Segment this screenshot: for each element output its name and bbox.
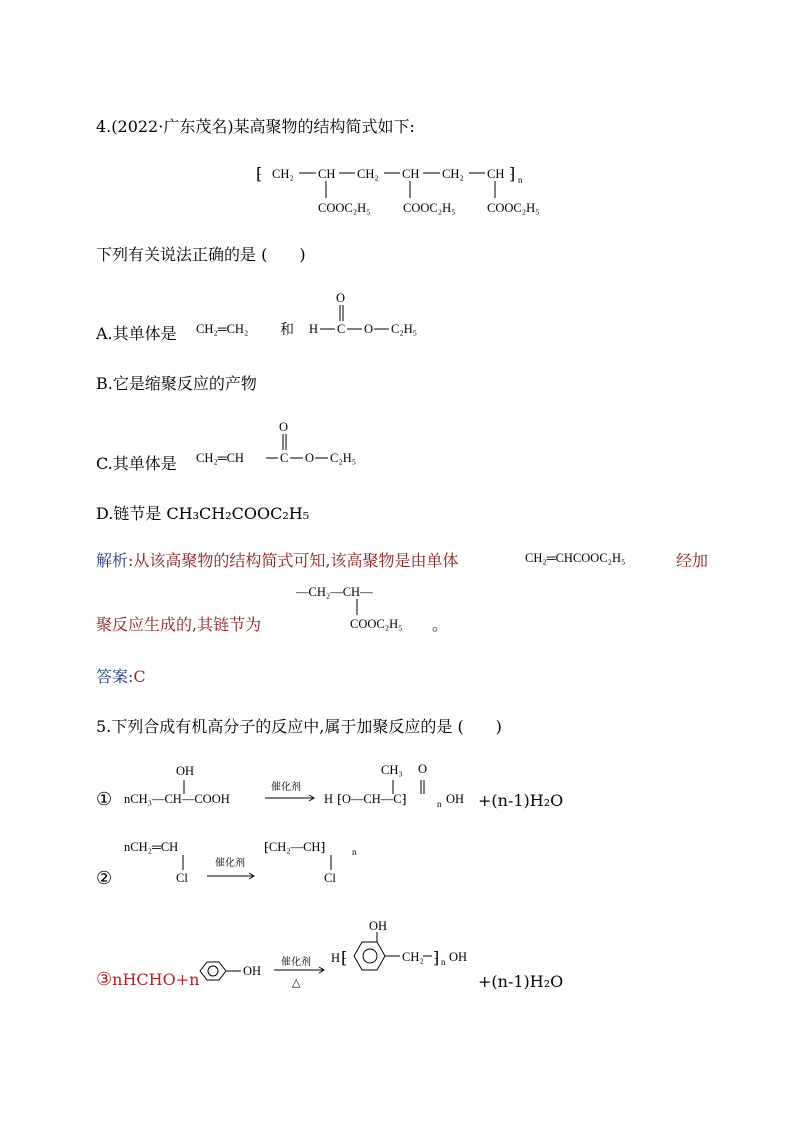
svg-text:C: C [337,322,346,336]
svg-text:OH: OH [446,792,465,806]
svg-text:H: H [331,951,341,965]
svg-text:O: O [305,451,315,465]
svg-text:OH: OH [243,964,262,978]
svg-text:H: H [324,792,334,806]
q5-stem: 5.下列合成有机高分子的反应中,属于加聚反应的是 ( ) [96,717,502,736]
svg-text:O: O [279,420,289,434]
answer-value: C [133,667,146,686]
analysis-label: 解析 [96,551,129,570]
svg-text:CH₂: CH₂ [272,167,294,181]
svg-text:和: 和 [280,323,294,338]
svg-text:Cl: Cl [324,871,336,885]
analysis-monomer: CH₂═CHCOOC₂H₅ [525,551,626,565]
bracket-open: ⁅ [256,166,263,183]
svg-text:C₂H₅: C₂H₅ [391,322,418,336]
svg-text:CH₂: CH₂ [357,167,379,181]
benzene-ring-icon [354,942,385,970]
option-b: B.它是缩聚反应的产物 [96,374,257,393]
svg-text:COOC₂H₅: COOC₂H₅ [403,201,456,215]
svg-text:nCH₂═CH: nCH₂═CH [124,840,179,854]
svg-text:COOC₂H₅: COOC₂H₅ [350,617,403,631]
svg-text:C: C [280,451,289,465]
analysis-text-3: 聚反应生成的,其链节为 [96,615,262,634]
q4-stem: 4.(2022·广东茂名)某高聚物的结构简式如下: [96,117,415,136]
svg-text:n: n [437,799,442,809]
svg-text:⁅: ⁅ [341,950,348,967]
svg-text:n: n [352,847,357,857]
svg-text:C₂H₅: C₂H₅ [330,451,357,465]
svg-text:△: △ [292,977,301,989]
svg-text:⁅CH₂—CH⁆: ⁅CH₂—CH⁆ [264,840,326,854]
svg-text:⁆: ⁆ [433,950,440,967]
svg-text:CH₃: CH₃ [381,763,403,777]
q4-prompt: 下列有关说法正确的是 ( ) [96,245,306,264]
svg-text:CH: CH [402,167,420,181]
svg-text:催化剂: 催化剂 [215,858,245,869]
bracket-close: ⁆ [509,166,516,183]
svg-text:⁅O—CH—C⁆: ⁅O—CH—C⁆ [337,792,407,806]
svg-text:CH₂: CH₂ [402,950,424,964]
svg-text:n: n [441,957,446,967]
svg-text:n: n [518,175,523,185]
svg-text:O: O [364,322,374,336]
reaction-2-number: ② [96,868,113,889]
analysis-text-2: 经加 [676,551,709,570]
svg-text:H: H [309,322,319,336]
svg-text:—CH₂—CH—: —CH₂—CH— [296,585,373,599]
analysis-end: 。 [432,615,449,634]
svg-text:OH: OH [369,919,388,933]
analysis-text-1: :从该高聚物的结构简式可知,该高聚物是由单体 [128,551,459,570]
svg-text:CH₂: CH₂ [442,167,464,181]
answer-label: 答案: [96,667,134,686]
phenol-ring-icon [200,962,226,980]
option-c-label: C.其单体是 [96,454,177,473]
svg-text:nCH₃—CH—COOH: nCH₃—CH—COOH [124,792,230,806]
svg-text:Cl: Cl [176,871,188,885]
reaction-1-number: ① [96,789,113,810]
svg-text:催化剂: 催化剂 [271,782,301,793]
svg-text:OH: OH [176,764,195,778]
reaction-3-reactant-text: nHCHO+n [112,970,200,989]
reaction-3-byproduct: +(n-1)H₂O [478,972,564,991]
svg-text:O: O [336,291,346,305]
option-a-label: A.其单体是 [96,324,177,343]
svg-text:CH: CH [318,167,336,181]
svg-text:OH: OH [449,950,468,964]
option-d: D.链节是 CH₃CH₂COOC₂H₅ [96,504,310,523]
svg-text:COOC₂H₅: COOC₂H₅ [318,201,371,215]
svg-text:CH: CH [487,167,505,181]
svg-text:CH₂═CH₂: CH₂═CH₂ [196,322,249,336]
reaction-3-number: ③ [96,969,113,990]
svg-text:催化剂: 催化剂 [281,957,311,968]
reaction-1-byproduct: +(n-1)H₂O [478,791,564,810]
svg-text:O: O [418,762,428,776]
svg-text:COOC₂H₅: COOC₂H₅ [487,201,540,215]
svg-text:CH₂═CH: CH₂═CH [196,451,244,465]
